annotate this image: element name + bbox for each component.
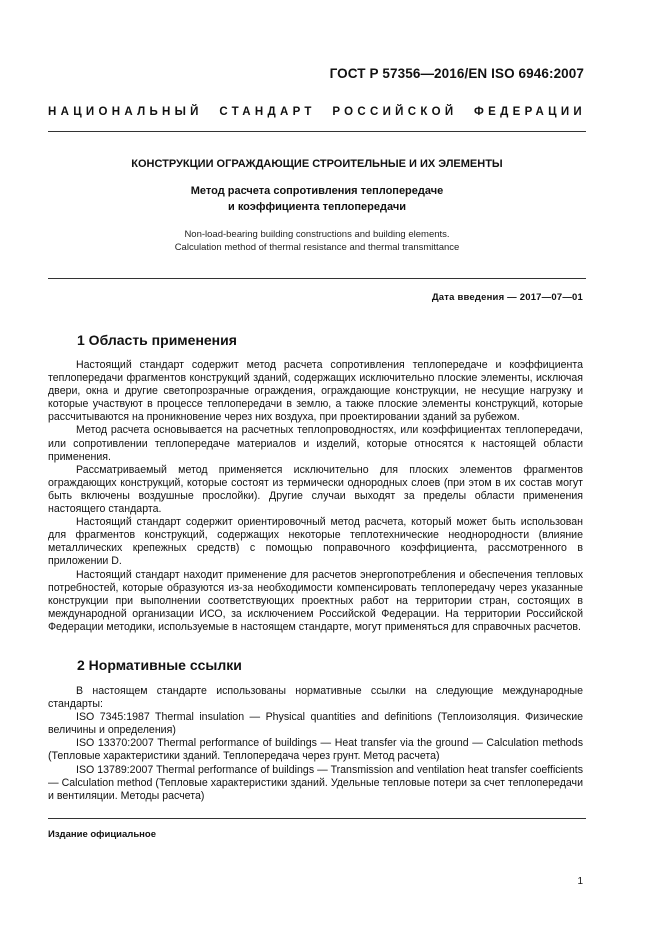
paragraph: Настоящий стандарт содержит ориентировочный метод расчета, который может быть использован для фрагментов конструкций, содержащих некоторые теплотехнические неоднородности (влияние металлических крепежных средств) с помощью поправочного коэффициента, рассмотренного в приложении D. [48,516,583,568]
title-divider [48,278,586,279]
top-divider [48,131,586,132]
english-title-line-1: Non-load-bearing building constructions and building elements. [184,229,450,240]
subtitle-line-1: Метод расчета сопротивления теплопередаче [190,185,444,197]
main-title: КОНСТРУКЦИИ ОГРАЖДАЮЩИЕ СТРОИТЕЛЬНЫЕ И ИХ ЭЛЕМЕНТЫ [131,158,503,170]
introduction-date: Дата введения — 2017—07—01 [431,292,583,303]
section-2-heading: 2 Нормативные ссылки [77,657,242,673]
page-number: 1 [577,876,583,887]
reference-item: ISO 13370:2007 Thermal performance of buildings — Heat transfer via the ground — Calculation methods (Тепловые характеристики зданий. Теплопередача через грунт. Метод расчета) [48,737,583,763]
section-2-body [48,685,583,803]
reference-item: ISO 7345:1987 Thermal insulation — Physical quantities and definitions (Теплоизоляция. Физические величины и определения) [48,711,583,737]
banner-word: ФЕДЕРАЦИИ [474,106,586,118]
section-1-heading: 1 Область применения [77,332,237,348]
paragraph: Настоящий стандарт содержит метод расчета сопротивления теплопередаче и коэффициента теплопередачи фрагментов конструкций зданий, содержащих исключительно плоские элементы, исключая двери, окна и другие светопрозрачные ограждения, ограждающие конструкции, не несущие нагрузку и которые участвуют в процессе теплопередачи в землю, а также плоские элементы конструкций, которые рассчитываются на проникновение через них воздуха, при проектировании зданий за рубежом. [48,359,583,424]
banner-word: РОССИЙСКОЙ [332,106,458,118]
paragraph: Настоящий стандарт находит применение для расчетов энергопотребления и обеспечения тепловых потребностей, которые образуются из-за необходимости компенсировать теплопередачу через указанные конструкции при выполнении соответствующих проектных работ на территории стран, состоящих в международной организации ИСО, за исключением Российской Федерации. На территории Российской Федерации методики, используемые в настоящем стандарте, могут применяться для справочных расчетов. [48,568,583,633]
reference-item: ISO 13789:2007 Thermal performance of buildings — Transmission and ventilation heat transfer coefficients — Calculation method (Тепловые характеристики зданий. Удельные тепловые потери за счет теплопередачи и вентиляции. Методы расчета) [48,763,583,802]
banner-word: НАЦИОНАЛЬНЫЙ [48,106,203,118]
paragraph: Метод расчета основывается на расчетных теплопроводностях, или коэффициентах теплопередачи, или сопротивлении теплопередаче материалов и изделий, которые относятся к настоящей области применения. [48,424,583,463]
footer-divider [48,818,586,819]
official-edition-label: Издание официальное [48,829,156,840]
national-standard-banner [48,106,586,118]
paragraph: В настоящем стандарте использованы нормативные ссылки на следующие международные стандарты: [48,685,583,711]
banner-word: СТАНДАРТ [219,106,316,118]
document-code: ГОСТ Р 57356—2016/EN ISO 6946:2007 [329,66,584,81]
subtitle-line-2: и коэффициента теплопередачи [228,201,406,213]
paragraph: Рассматриваемый метод применяется исключительно для плоских элементов фрагментов ограждающих конструкций, которые состоят из термически однородных слоев (при этом в их состав могут быть включены воздушные прослойки). Другие случаи выходят за пределы области применения настоящего стандарта. [48,463,583,516]
english-title-line-2: Calculation method of thermal resistance and thermal transmittance [174,242,460,253]
section-1-body [48,359,583,634]
